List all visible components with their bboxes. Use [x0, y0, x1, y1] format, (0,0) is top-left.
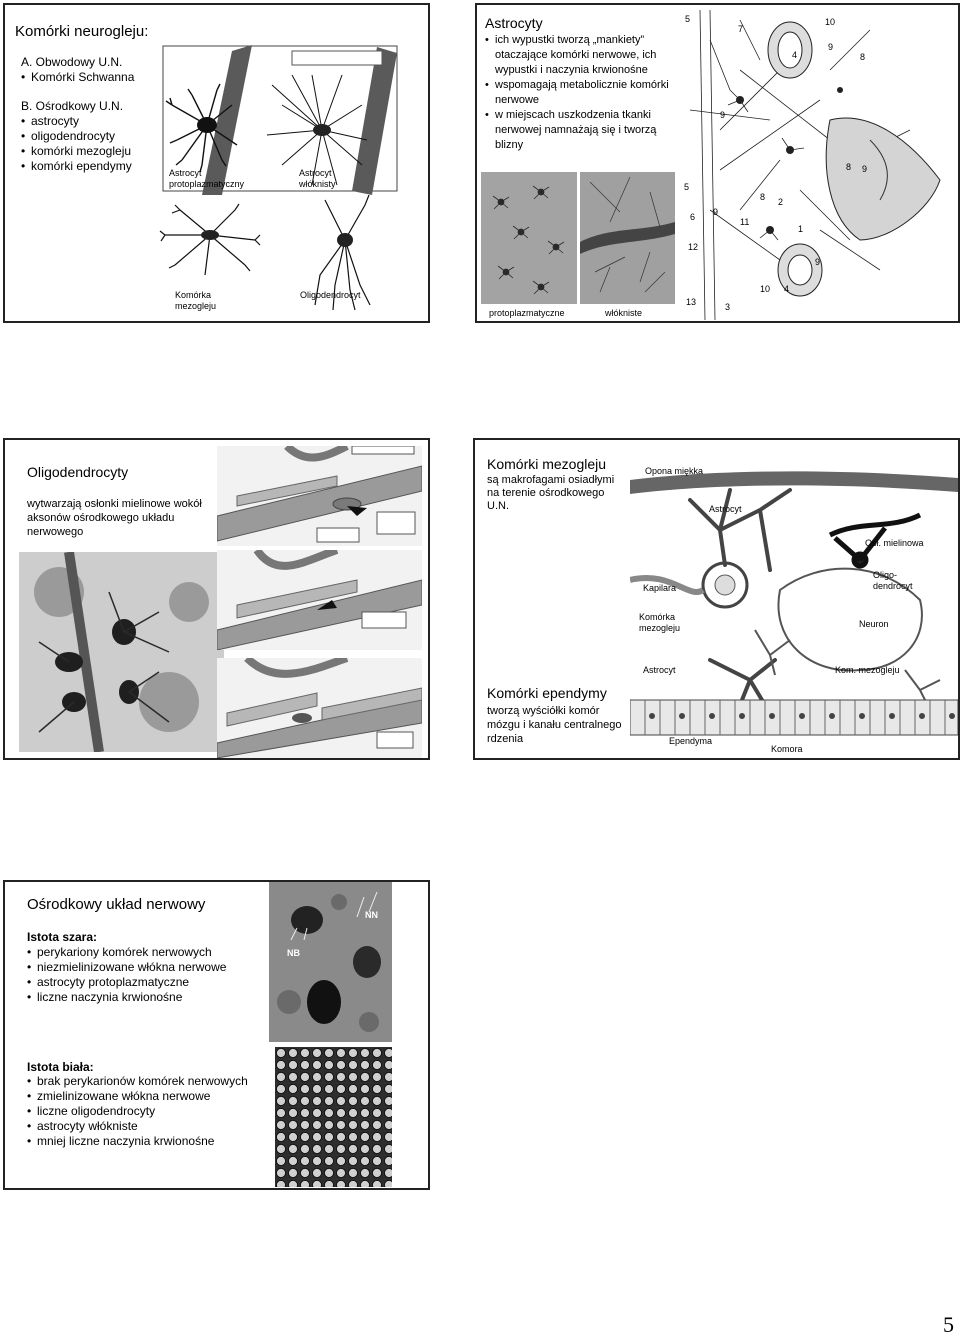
- num-label: 12: [688, 242, 699, 252]
- section-a-list: [21, 70, 134, 85]
- micrograph-wlok: [580, 172, 675, 304]
- slide3-title: Oligodendrocyty: [27, 464, 129, 480]
- list-item: • oligodendrocyty: [21, 129, 132, 144]
- num-label: 9: [828, 42, 834, 52]
- num-label: 8: [860, 52, 866, 62]
- label-mezoglej: Komórka mezogleju: [175, 290, 217, 311]
- section-b: B. Ośrodkowy U.N.: [21, 99, 124, 113]
- cns-glia-diagram: [630, 450, 958, 758]
- num-label: 1: [798, 224, 804, 234]
- list-item: • Komórki Schwanna: [21, 70, 134, 85]
- num-label: 4: [792, 50, 798, 60]
- label-proto: protoplazmatyczne: [489, 308, 565, 318]
- label-kom-mezogleju: Kom. mezogleju: [835, 665, 900, 675]
- label-nn: NN: [365, 910, 378, 920]
- astrocyte-vessel-drawing: [680, 10, 958, 320]
- page-number: 5: [943, 1312, 954, 1337]
- list-item: • brak perykarionów komórek nerwowych: [27, 1074, 267, 1089]
- list-item: • astrocyty włókniste: [27, 1119, 267, 1134]
- oligo-micrograph: [19, 552, 224, 752]
- label-osl-mielinowa: Osł. mielinowa: [865, 538, 924, 548]
- list-item: • astrocyty: [21, 114, 132, 129]
- list-item: • wspomagają metabolicznie komórki nerwowe: [485, 78, 677, 108]
- num-label: 8: [846, 162, 852, 172]
- ependyma-text: tworzą wyściółki komór mózgu i kanału centralnego rdzenia: [487, 705, 622, 745]
- num-label: 10: [760, 284, 771, 294]
- section-b-list: [21, 114, 132, 174]
- label-wlok: włókniste: [605, 308, 643, 318]
- slide1-title: Komórki neurogleju:: [15, 23, 149, 40]
- num-label: 2: [778, 197, 784, 207]
- num-label: 8: [760, 192, 766, 202]
- astrocyty-bullets: [485, 33, 677, 153]
- num-label: 7: [738, 24, 744, 34]
- num-label: 9: [862, 164, 868, 174]
- label-ependyma: Ependyma: [669, 736, 713, 746]
- ependyma-title: Komórki ependymy: [487, 685, 607, 701]
- list-item: • niezmielinizowane włókna nerwowe: [27, 960, 267, 975]
- slide2-title: Astrocyty: [485, 15, 543, 31]
- list-item: • liczne naczynia krwionośne: [27, 990, 267, 1005]
- num-label: 6: [690, 212, 696, 222]
- slide-osrodkowy: [3, 880, 430, 1190]
- label-komorka: Komórka mezogleju: [639, 612, 681, 633]
- white-matter-title: Istota biała:: [27, 1060, 94, 1074]
- slide5-title: Ośrodkowy układ nerwowy: [27, 896, 206, 913]
- num-label: 11: [740, 217, 750, 227]
- list-item: • komórki mezogleju: [21, 144, 132, 159]
- slide-neuroglia: [3, 3, 430, 323]
- num-label: 3: [725, 302, 731, 312]
- white-matter-micrograph: [275, 1047, 392, 1187]
- list-item: • perykariony komórek nerwowych: [27, 945, 267, 960]
- label-oligodendrocyt: Oligodendrocyt: [300, 290, 361, 300]
- label-opona: Opona miękka: [645, 466, 704, 476]
- list-item: • ich wypustki tworzą „mankiety” otaczające komórki nerwowe, ich wypustki i naczynia krwionośne: [485, 33, 677, 78]
- label-astrocyt-bottom: Astrocyt: [643, 665, 676, 675]
- gray-matter-title: Istota szara:: [27, 930, 98, 944]
- label-kapilara: Kapilara: [643, 583, 677, 593]
- label-komora: Komora: [771, 744, 803, 754]
- myelination-stage-2: [217, 550, 422, 650]
- gray-matter-list: [27, 945, 267, 1005]
- myelination-stage-3: [217, 658, 422, 758]
- num-label: 5: [685, 14, 691, 24]
- micrograph-proto: [481, 172, 577, 304]
- slide-astrocyty: [475, 3, 960, 323]
- num-label: 10: [825, 17, 836, 27]
- label-neuron: Neuron: [859, 619, 889, 629]
- list-item: • liczne oligodendrocyty: [27, 1104, 267, 1119]
- label-astrocyt-wlok: Astrocyt włóknisty: [299, 168, 336, 189]
- slide3-text: wytwarzają osłonki mielinowe wokół aksonów ośrodkowego układu nerwowego: [27, 498, 202, 538]
- label-astrocyt-proto: Astrocyt protoplazmatyczny: [169, 168, 245, 189]
- slide-oligodendrocyty: [3, 438, 430, 760]
- white-matter-list: [27, 1074, 267, 1149]
- gray-matter-micrograph: [269, 882, 392, 1042]
- num-label: 4: [784, 284, 790, 294]
- num-label: 5: [684, 182, 690, 192]
- num-label: 9: [713, 207, 719, 217]
- list-item: • zmielinizowane włókna nerwowe: [27, 1089, 267, 1104]
- slide-mezoglej-ependyma: [473, 438, 960, 760]
- list-item: • komórki ependymy: [21, 159, 132, 174]
- mezoglej-title: Komórki mezogleju: [487, 456, 607, 472]
- myelination-stage-1: [217, 446, 422, 546]
- num-label: 9: [720, 110, 726, 120]
- label-oligo: Oligo- dendrocyt: [873, 570, 913, 591]
- list-item: • w miejscach uszkodzenia tkanki nerwowej namnażają się i tworzą blizny: [485, 108, 677, 153]
- list-item: • mniej liczne naczynia krwionośne: [27, 1134, 267, 1149]
- label-nb: NB: [287, 948, 300, 958]
- num-label: 9: [815, 257, 821, 267]
- list-item: • astrocyty protoplazmatyczne: [27, 975, 267, 990]
- section-a: A. Obwodowy U.N.: [21, 55, 123, 69]
- num-label: 13: [686, 297, 697, 307]
- mezoglej-text: są makrofagami osiadłymi na terenie ośrodkowego U.N.: [487, 474, 615, 512]
- label-astrocyt-top: Astrocyt: [709, 504, 742, 514]
